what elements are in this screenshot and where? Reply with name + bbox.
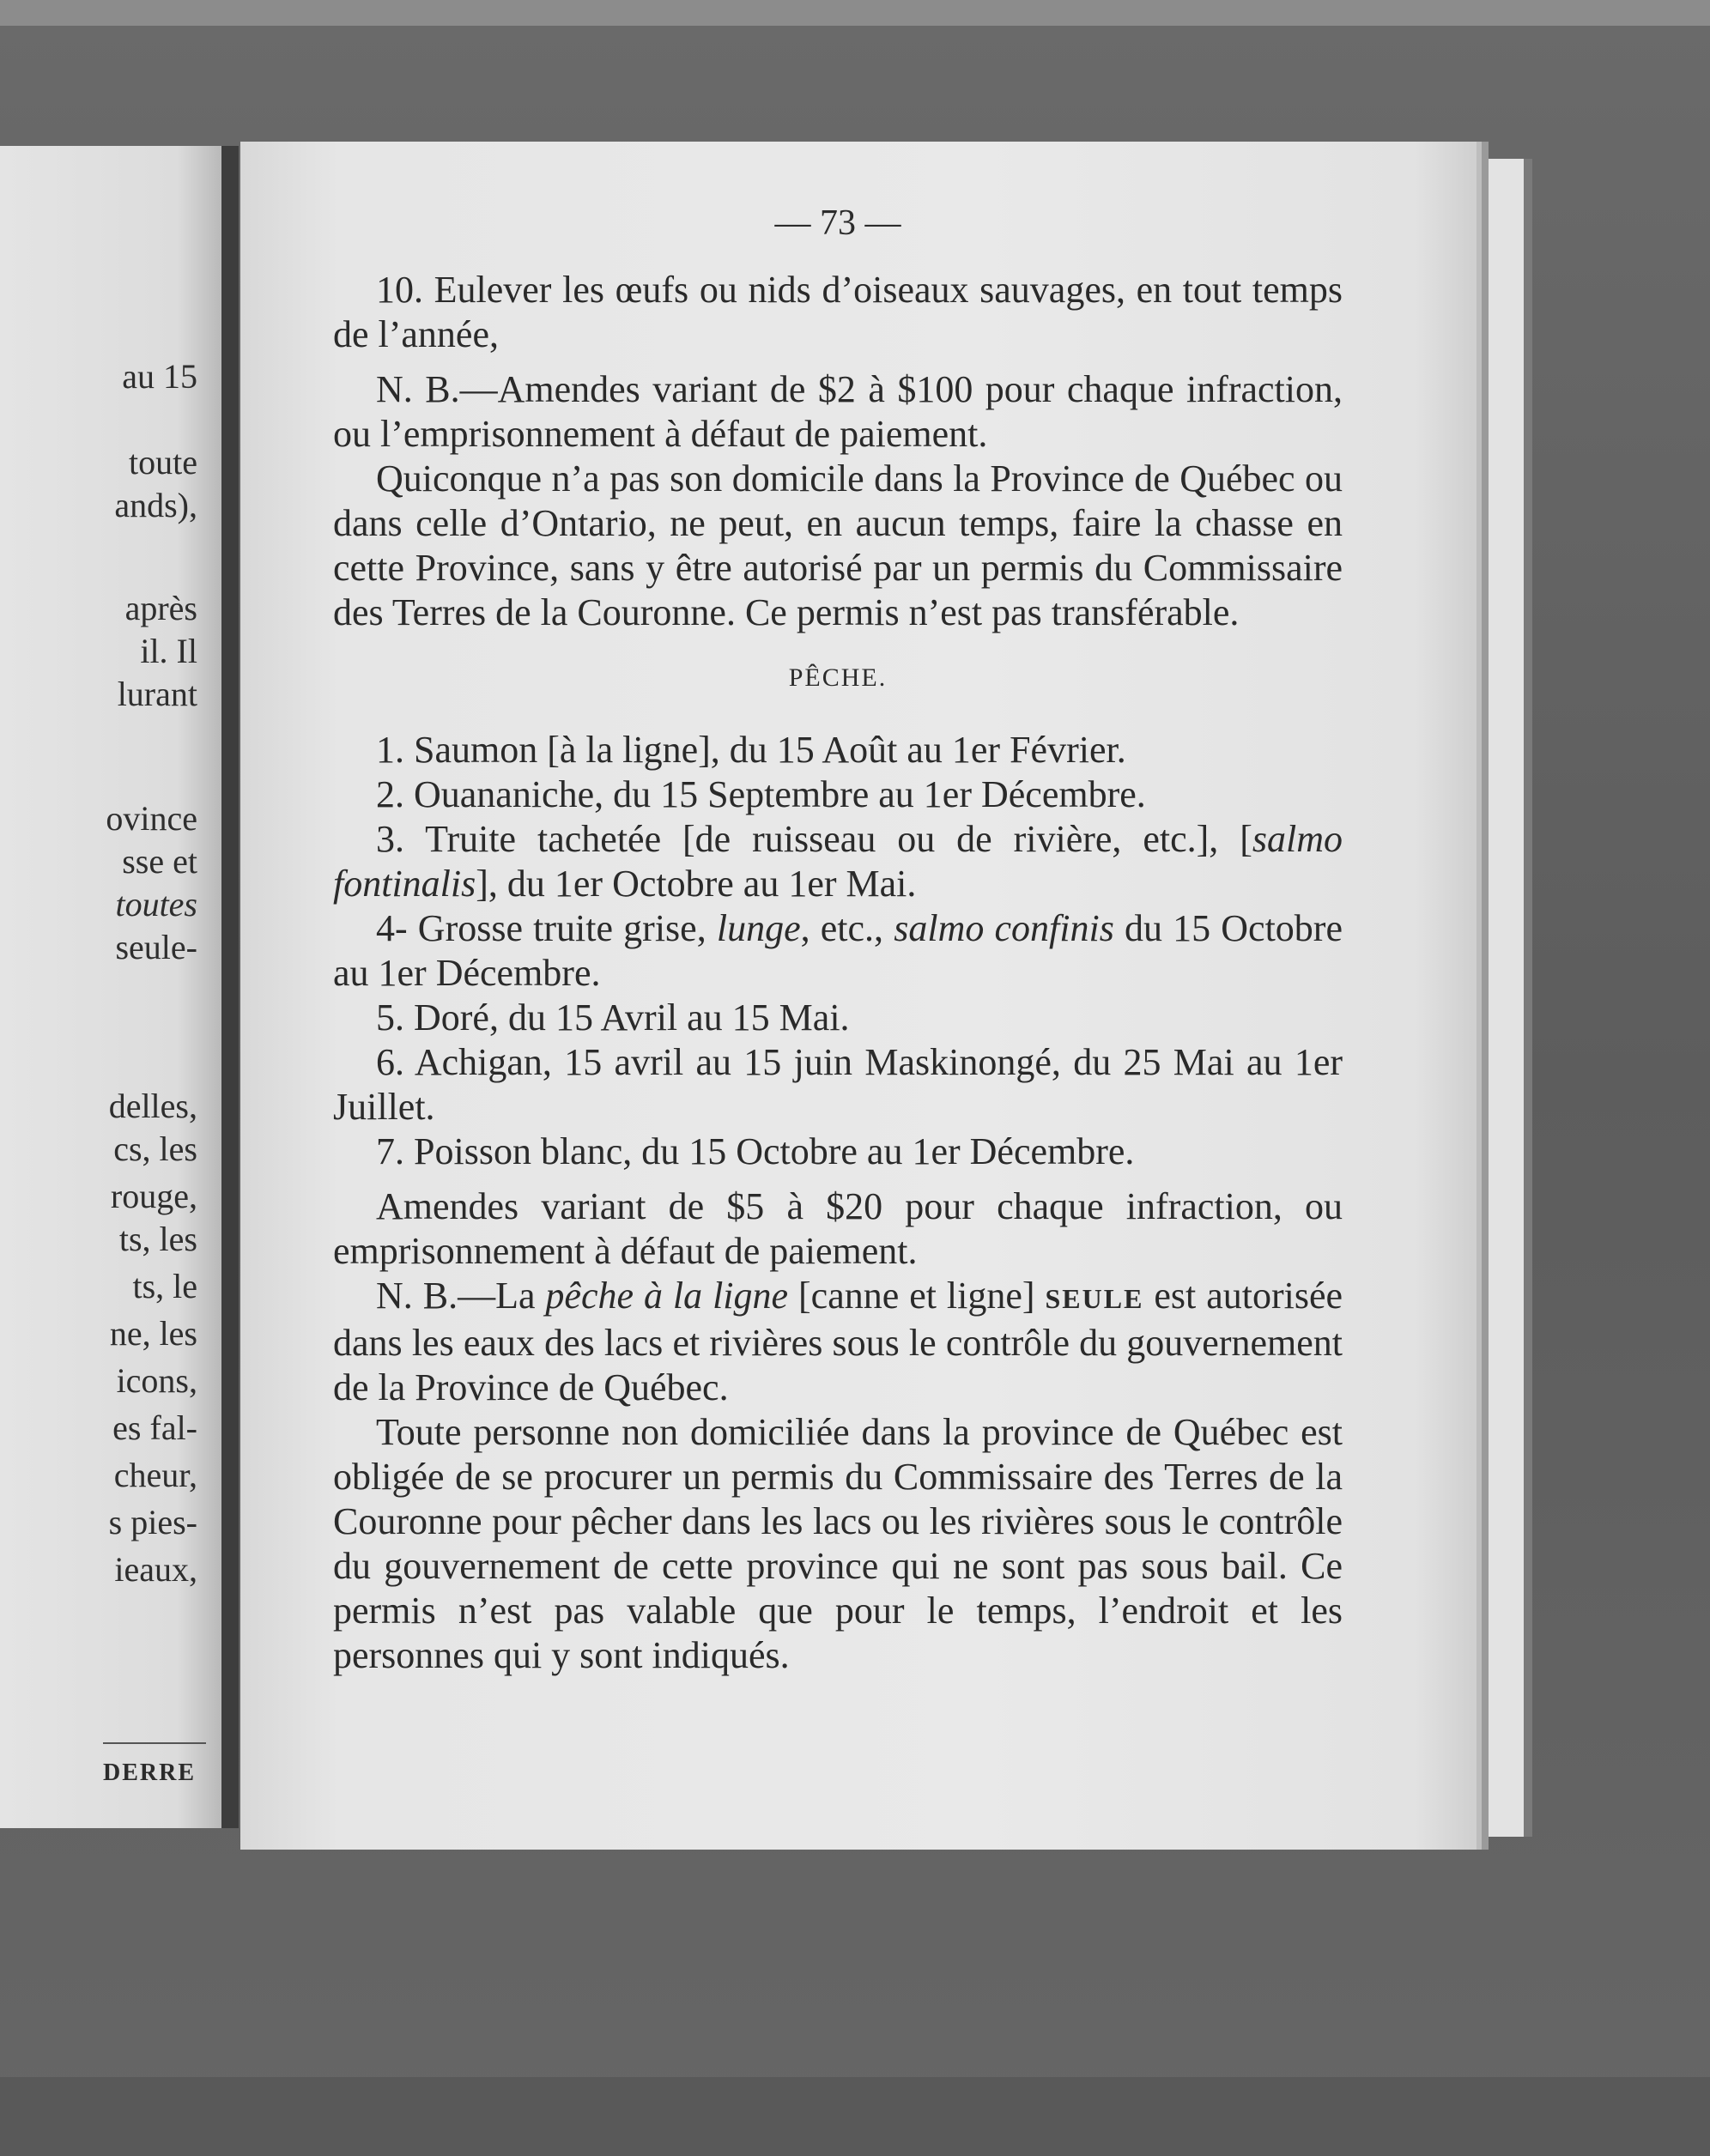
paragraph-non-resident-permit: Toute personne non domiciliée dans la province de Québec est obligée de se procurer un permis du Commissaire des Terres de la Couronne pour pêcher dans les lacs ou les rivières sous le contrôle du gouvernement de cette province qui ne sont pas sous bail. Ce permis n’est pas valable que pour le temps, l’endroit et les personnes qui y sont indiqués. [333, 1411, 1343, 1676]
fishing-item-7: 7. Poisson blanc, du 15 Octobre au 1er Décembre. [376, 1130, 1135, 1172]
left-page-fragment [0, 146, 221, 1828]
fishing-item-2: 2. Ouananiche, du 15 Septembre au 1er Décembre. [376, 773, 1146, 815]
left-page-line: s pies- [108, 1503, 197, 1541]
fishing-item-4: 4- Grosse truite grise, lunge, etc., salmo confinis du 15 Octobre au 1er Décembre. [333, 907, 1343, 994]
top-border [0, 0, 1710, 26]
page-edge [1478, 159, 1530, 1837]
left-page-line: ands), [114, 486, 197, 524]
paragraph-item-10: 10. Eulever les œufs ou nids d’oiseaux sauvages, en tout temps de l’année, [333, 269, 1343, 355]
left-page-line: icons, [116, 1361, 197, 1400]
bottom-border [0, 2077, 1710, 2156]
left-page-line: lurant [117, 675, 197, 713]
fishing-item-5: 5. Doré, du 15 Avril au 15 Mai. [376, 996, 850, 1039]
left-page-line: rouge, [110, 1177, 197, 1215]
paragraph-fishing-fines: Amendes variant de $5 à $20 pour chaque infraction, ou emprisonnement à défaut de paiement. [333, 1185, 1343, 1272]
left-page-line: toute [129, 443, 197, 481]
book-gutter [221, 146, 239, 1828]
left-page-line: seule- [115, 928, 197, 966]
left-page-line: ne, les [109, 1314, 197, 1353]
fishing-item-6: 6. Achigan, 15 avril au 15 juin Maskinongé, du 25 Mai au 1er Juillet. [333, 1041, 1343, 1128]
page-text [333, 197, 1343, 1678]
left-page-line: il. Il [140, 632, 197, 670]
left-page-line: delles, [108, 1087, 197, 1125]
left-page-line: ovince [106, 799, 197, 838]
left-page-line: sse et [122, 842, 197, 881]
paragraph-permit-hunting: Quiconque n’a pas son domicile dans la Province de Québec ou dans celle d’Ontario, ne peut, en aucun temps, faire la chasse en cette Province, sans y être autorisé par un permis du Commissaire des Terres de la Couronne. Ce permis n’est pas transférable. [333, 457, 1343, 633]
page-edge-shadow [1524, 159, 1532, 1837]
left-page-line: au 15 [122, 357, 197, 396]
left-page-line: ts, les [118, 1220, 197, 1258]
left-page-footer: DERRE [102, 1759, 196, 1786]
left-page-line: cheur, [113, 1456, 197, 1494]
page-number: — 73 — [774, 203, 901, 243]
left-page-line: es fal- [112, 1408, 197, 1447]
left-page-line: toutes [115, 885, 197, 924]
left-page-line: cs, les [113, 1129, 197, 1168]
left-page-rule [103, 1742, 206, 1744]
paragraph-nb-fines: N. B.—Amendes variant de $2 à $100 pour chaque infraction, ou l’emprisonnement à défaut de paiement. [333, 368, 1343, 455]
left-page-line: ts, le [132, 1267, 197, 1305]
section-heading-peche: PÊCHE. [788, 663, 888, 692]
left-page-line: ieaux, [114, 1550, 197, 1589]
left-page-line: après [124, 589, 197, 627]
paragraph-nb-line-fishing: N. B.—La pêche à la ligne [canne et ligne] SEULE est autorisée dans les eaux des lacs et rivières sous le contrôle du gouvernement de la Province de Québec. [333, 1275, 1343, 1408]
fishing-item-3: 3. Truite tachetée [de ruisseau ou de rivière, etc.], [salmo fontinalis], du 1er Octobre au 1er Mai. [333, 818, 1343, 905]
fishing-item-1: 1. Saumon [à la ligne], du 15 Août au 1er Février. [376, 729, 1126, 771]
